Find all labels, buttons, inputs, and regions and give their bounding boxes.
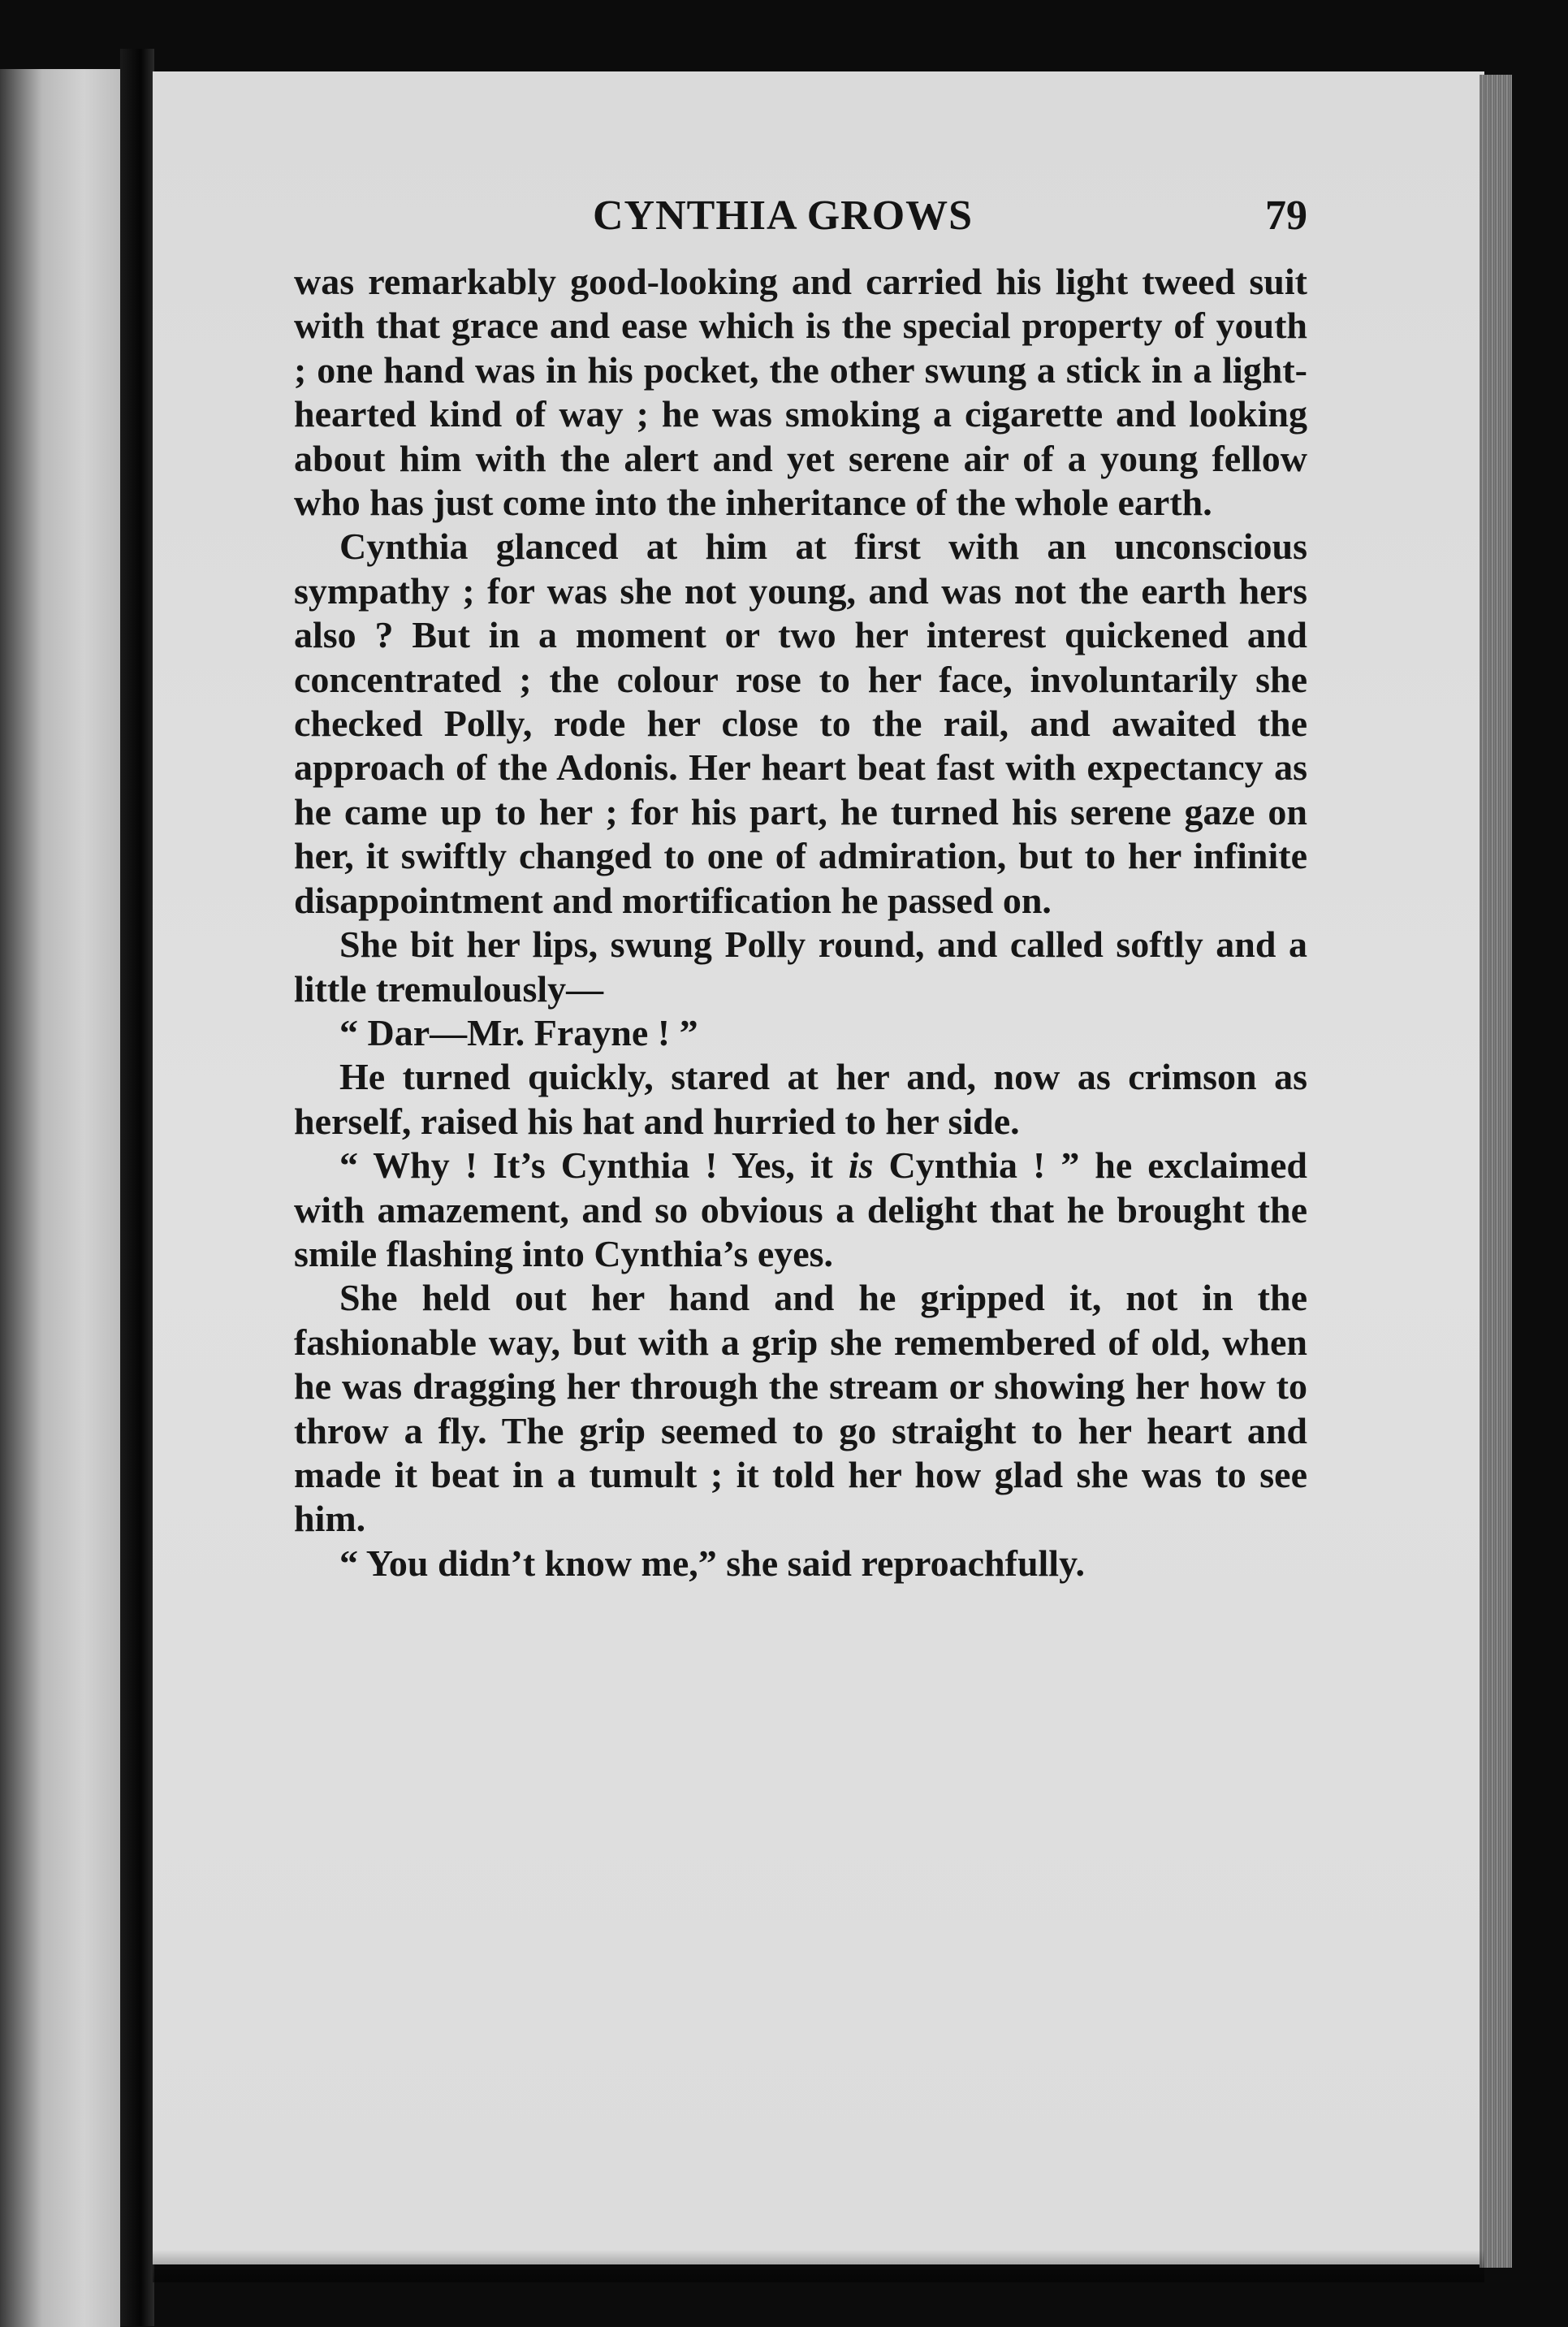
previous-page-edge <box>0 69 120 2327</box>
page-bottom-shadow <box>153 2250 1484 2282</box>
paragraph-1: was remarkably good-looking and carried his light tweed suit with that grace and ease which is the special property of youth ; one hand was in his pocket, the other swung a stick in a light-hearted kind of way ; he was smoking a cigarette and looking about him with the alert and yet serene air of a young fellow who has just come into the inheritance of the whole earth. <box>294 261 1307 524</box>
paragraph-6 <box>294 1144 1307 1276</box>
paragraph-7: She held out her hand and he gripped it, not in the fashionable way, but with a grip she remembered of old, when he was dragging her through the stream or showing her how to throw a fly. The grip seemed to go straight to her heart and made it beat in a tumult ; it told her how glad she was to see him. <box>294 1277 1307 1540</box>
page-header <box>292 192 1307 245</box>
paragraph-2: Cynthia glanced at him at first with an unconscious sympathy ; for was she not young, and was not the earth hers also ? But in a moment or two her interest quickened and concentrated ; the colour rose to her face, involuntarily she checked Polly, rode her close to the rail, and awaited the approach of the Adonis. Her heart beat fast with expectancy as he came up to her ; for his part, he turned his serene gaze on her, it swiftly changed to one of admiration, but to her infinite disappointment and mortification he passed on. <box>294 526 1307 921</box>
body-text <box>294 260 1307 1585</box>
page-number: 79 <box>1265 192 1307 239</box>
paragraph-8: “ You didn’t know me,” she said reproachfully. <box>339 1542 1086 1584</box>
paragraph-6-emphasis: is <box>848 1144 874 1187</box>
book-gutter <box>120 49 154 2326</box>
paragraph-6-after: Cynthia ! ” he exclaimed with amazement, and so obvious a delight that he brought the smile flashing into Cynthia’s eyes. <box>294 1144 1308 1274</box>
paragraph-4-dialogue: “ Dar—Mr. Frayne ! ” <box>339 1011 698 1053</box>
paragraph-5: He turned quickly, stared at her and, now as crimson as herself, raised his hat and hurried to her side. <box>294 1056 1307 1142</box>
page-stack-edge <box>1479 75 1512 2268</box>
running-title: CYNTHIA GROWS <box>593 192 974 239</box>
paragraph-6-before: “ Why ! It’s Cynthia ! Yes, it <box>339 1144 849 1187</box>
paragraph-3: She bit her lips, swung Polly round, and called softly and a little tremulously— <box>294 923 1307 1010</box>
